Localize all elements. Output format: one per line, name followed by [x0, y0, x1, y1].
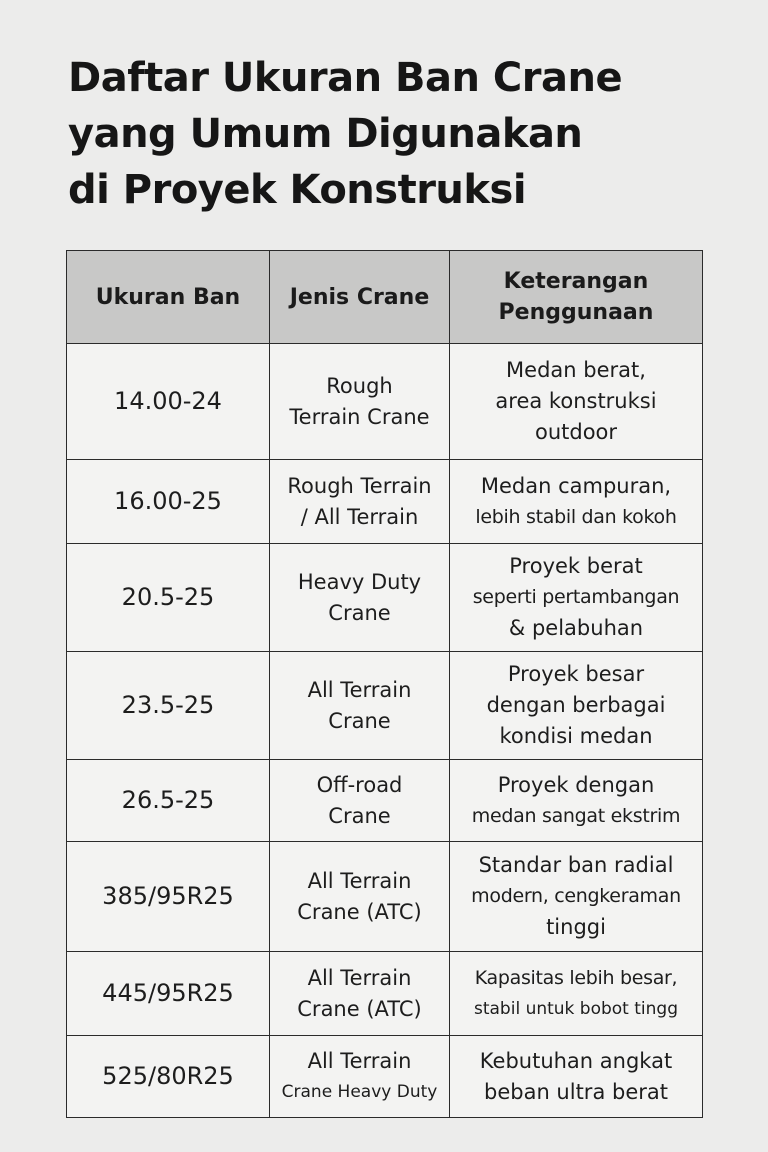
cell-crane-type [270, 1036, 450, 1118]
header-crane-type: Jenis Crane [270, 251, 450, 344]
cell-tire-size: 445/95R25 [67, 952, 270, 1036]
usage-line: kondisi medan [499, 724, 653, 748]
table-row [67, 1036, 703, 1118]
usage-line: Medan berat, [506, 358, 646, 382]
cell-usage [450, 1036, 703, 1118]
cell-crane-type [270, 952, 450, 1036]
usage-line: Proyek berat [509, 554, 643, 578]
crane-line: Heavy Duty [297, 569, 422, 594]
cell-tire-size: 16.00-25 [67, 460, 270, 544]
title-line-3: di Proyek Konstruksi [68, 167, 527, 213]
usage-line: & pelabuhan [508, 616, 644, 640]
usage-line: Standar ban radial [478, 853, 674, 877]
crane-line: Crane [328, 803, 391, 828]
cell-crane-type [270, 652, 450, 760]
usage-line: modern, cengkeraman [471, 885, 681, 907]
usage-line: beban ultra berat [484, 1079, 668, 1104]
cell-tire-size: 385/95R25 [67, 842, 270, 952]
usage-line: dengan berbagai [486, 693, 666, 717]
crane-line: All Terrain [307, 868, 412, 893]
usage-line: Proyek besar [507, 662, 645, 686]
usage-line: lebih stabil dan kokoh [475, 505, 677, 528]
page-title [68, 50, 708, 218]
cell-usage [450, 460, 703, 544]
cell-tire-size: 525/80R25 [67, 1036, 270, 1118]
crane-line: Crane Heavy Duty [281, 1081, 438, 1102]
table-row [67, 544, 703, 652]
cell-crane-type [270, 842, 450, 952]
cell-crane-type [270, 544, 450, 652]
cell-crane-type [270, 760, 450, 842]
usage-line: Proyek dengan [497, 772, 655, 797]
table-row [67, 952, 703, 1036]
crane-line: / All Terrain [300, 504, 419, 529]
usage-line: outdoor [534, 420, 618, 444]
usage-line: area konstruksi [495, 389, 657, 413]
table-row [67, 460, 703, 544]
crane-line: All Terrain [307, 1048, 412, 1073]
cell-tire-size: 14.00-24 [67, 344, 270, 460]
crane-line: Crane (ATC) [297, 996, 422, 1021]
cell-usage [450, 652, 703, 760]
table-header-row [67, 251, 703, 344]
usage-line: Kebutuhan angkat [479, 1048, 673, 1073]
table-row [67, 760, 703, 842]
usage-line: medan sangat ekstrim [471, 804, 681, 827]
crane-line: Terrain Crane [289, 404, 430, 429]
table-row [67, 842, 703, 952]
tire-size-table [66, 250, 703, 1118]
crane-line: Crane [328, 600, 391, 625]
cell-usage [450, 544, 703, 652]
cell-usage [450, 344, 703, 460]
cell-tire-size: 20.5-25 [67, 544, 270, 652]
cell-usage [450, 842, 703, 952]
title-line-2: yang Umum Digunakan [68, 111, 583, 157]
cell-crane-type [270, 344, 450, 460]
crane-line: All Terrain [307, 677, 412, 702]
usage-line: tinggi [546, 915, 606, 939]
cell-tire-size: 26.5-25 [67, 760, 270, 842]
usage-line: stabil untuk bobot tingg [473, 998, 679, 1019]
header-usage [450, 251, 703, 344]
crane-line: Crane [328, 708, 391, 733]
cell-tire-size: 23.5-25 [67, 652, 270, 760]
crane-line: All Terrain [307, 965, 412, 990]
cell-usage [450, 952, 703, 1036]
header-usage-line-1: Keterangan [503, 269, 649, 294]
crane-line: Rough [326, 373, 393, 398]
usage-line: seperti pertambangan [472, 586, 680, 608]
table-row [67, 652, 703, 760]
crane-line: Rough Terrain [287, 473, 432, 498]
crane-line: Off-road [316, 772, 403, 797]
header-usage-line-2: Penggunaan [498, 300, 654, 325]
crane-line: Crane (ATC) [297, 899, 422, 924]
cell-crane-type [270, 460, 450, 544]
usage-line: Medan campuran, [480, 473, 672, 498]
table-row [67, 344, 703, 460]
title-line-1: Daftar Ukuran Ban Crane [68, 55, 623, 101]
usage-line: Kapasitas lebih besar, [474, 966, 678, 989]
cell-usage [450, 760, 703, 842]
header-tire-size: Ukuran Ban [67, 251, 270, 344]
